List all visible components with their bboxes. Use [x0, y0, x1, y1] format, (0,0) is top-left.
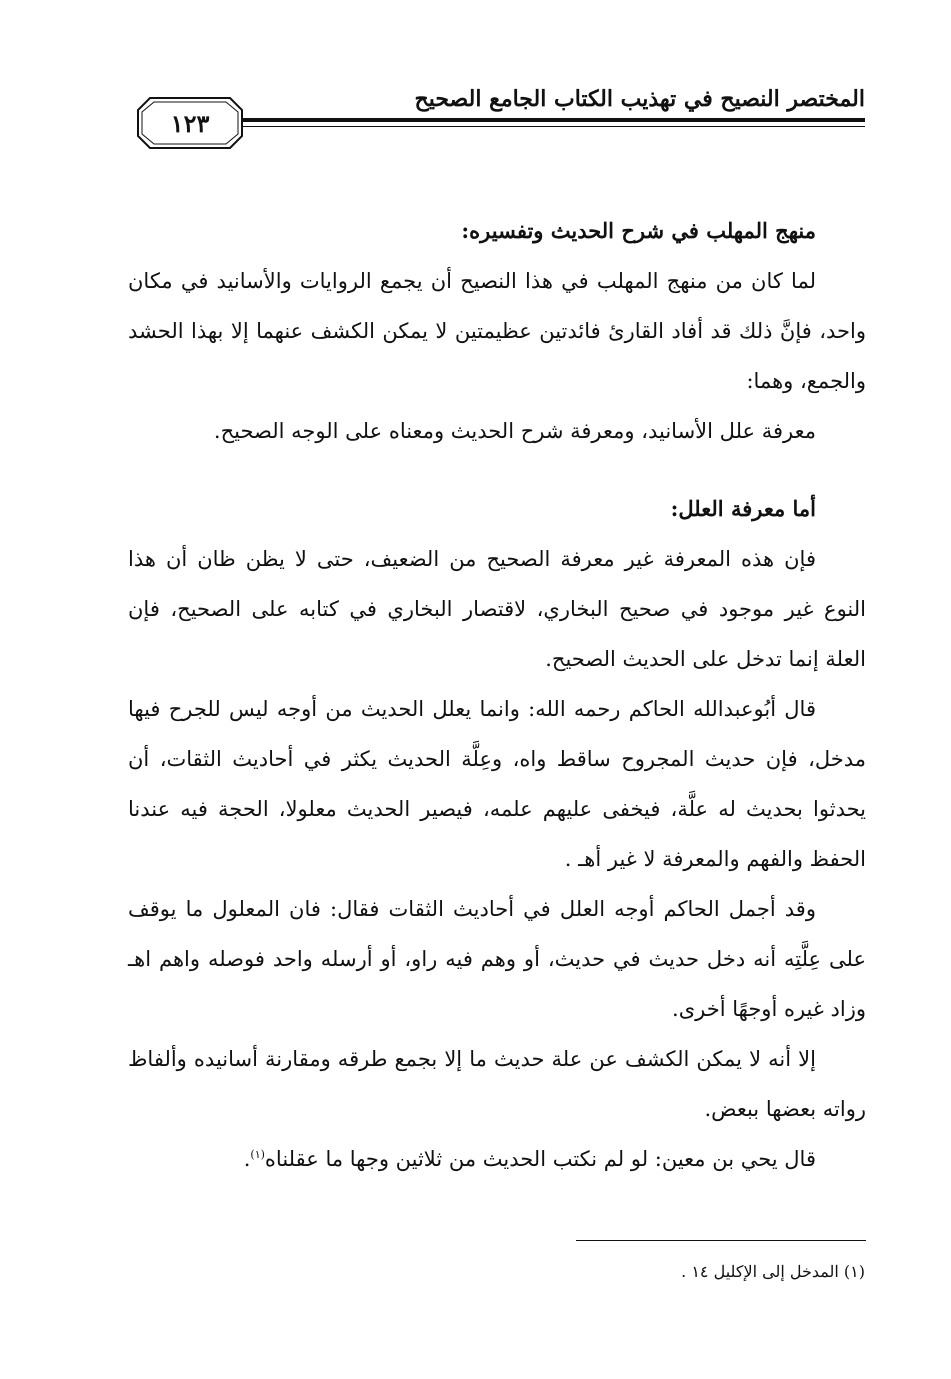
header-rule-thick	[242, 118, 865, 122]
paragraph-end: .	[243, 1147, 251, 1171]
paragraph: قال أبُوعبدالله الحاكم رحمه الله: وانما يعلل الحديث من أوجه ليس للجرح فيها مدخل، فإن حديث المجروح ساقط واه، وعِلَّة الحديث يكثر في أحاديث الثقات، أن يحدثوا بحديث له علَّة، فيخفى عليهم علمه، فيصير الحديث معلولا، الحجة فيه عندنا الحفظ والفهم والمعرفة لا غير أهـ .	[128, 697, 866, 871]
paragraph: إلا أنه لا يمكن الكشف عن علة حديث ما إلا بجمع طرقه ومقارنة أسانيده وألفاظ رواته بعضها ببعض.	[128, 1047, 866, 1121]
paragraph: وقد أجمل الحاكم أوجه العلل في أحاديث الثقات فقال: فان المعلول ما يوقف على عِلَّتِه أنه دخل حديث في حديث، أو وهم فيه راو، أو أرسله واحد فوصله واهم اهـ وزاد غيره أوجهًا أخرى.	[128, 897, 866, 1021]
page-number: ١٢٣	[170, 108, 210, 138]
paragraph: فإن هذه المعرفة غير معرفة الصحيح من الضعيف، حتى لا يظن ظان أن هذا النوع غير موجود في صحيح البخاري، لاقتصار البخاري في كتابه على الصحيح، فإن العلة إنما تدخل على الحديث الصحيح.	[128, 547, 866, 671]
footnote: (١) المدخل إلى الإكليل ١٤ .	[681, 1262, 865, 1281]
paragraph: لما كان من منهج المهلب في هذا النصيح أن يجمع الروايات والأسانيد في مكان واحد، فإنَّ ذلك قد أفاد القارئ فائدتين عظيمتين لا يمكن الكشف عنهما إلا بهذا الحشد والجمع، وهما:	[128, 269, 866, 393]
header-rule-thin	[242, 126, 865, 127]
page-header	[130, 76, 865, 166]
footnote-reference[interactable]: (١)	[250, 1148, 265, 1161]
section-heading-method: منهج المهلب في شرح الحديث وتفسيره:	[461, 218, 816, 243]
paragraph-with-footnote	[128, 1134, 866, 1184]
footnote-separator	[576, 1240, 866, 1241]
section-heading-ilal: أما معرفة العلل:	[670, 496, 816, 521]
paragraph-text: قال يحي بن معين: لو لم نكتب الحديث من ثلاثين وجها ما عقلناه	[264, 1147, 816, 1171]
paragraph: معرفة علل الأسانيد، ومعرفة شرح الحديث ومعناه على الوجه الصحيح.	[213, 419, 816, 443]
page-number-frame	[136, 94, 244, 152]
book-title: المختصر النصيح في تهذيب الكتاب الجامع الصحيح	[414, 86, 865, 112]
page-body	[128, 206, 866, 1184]
